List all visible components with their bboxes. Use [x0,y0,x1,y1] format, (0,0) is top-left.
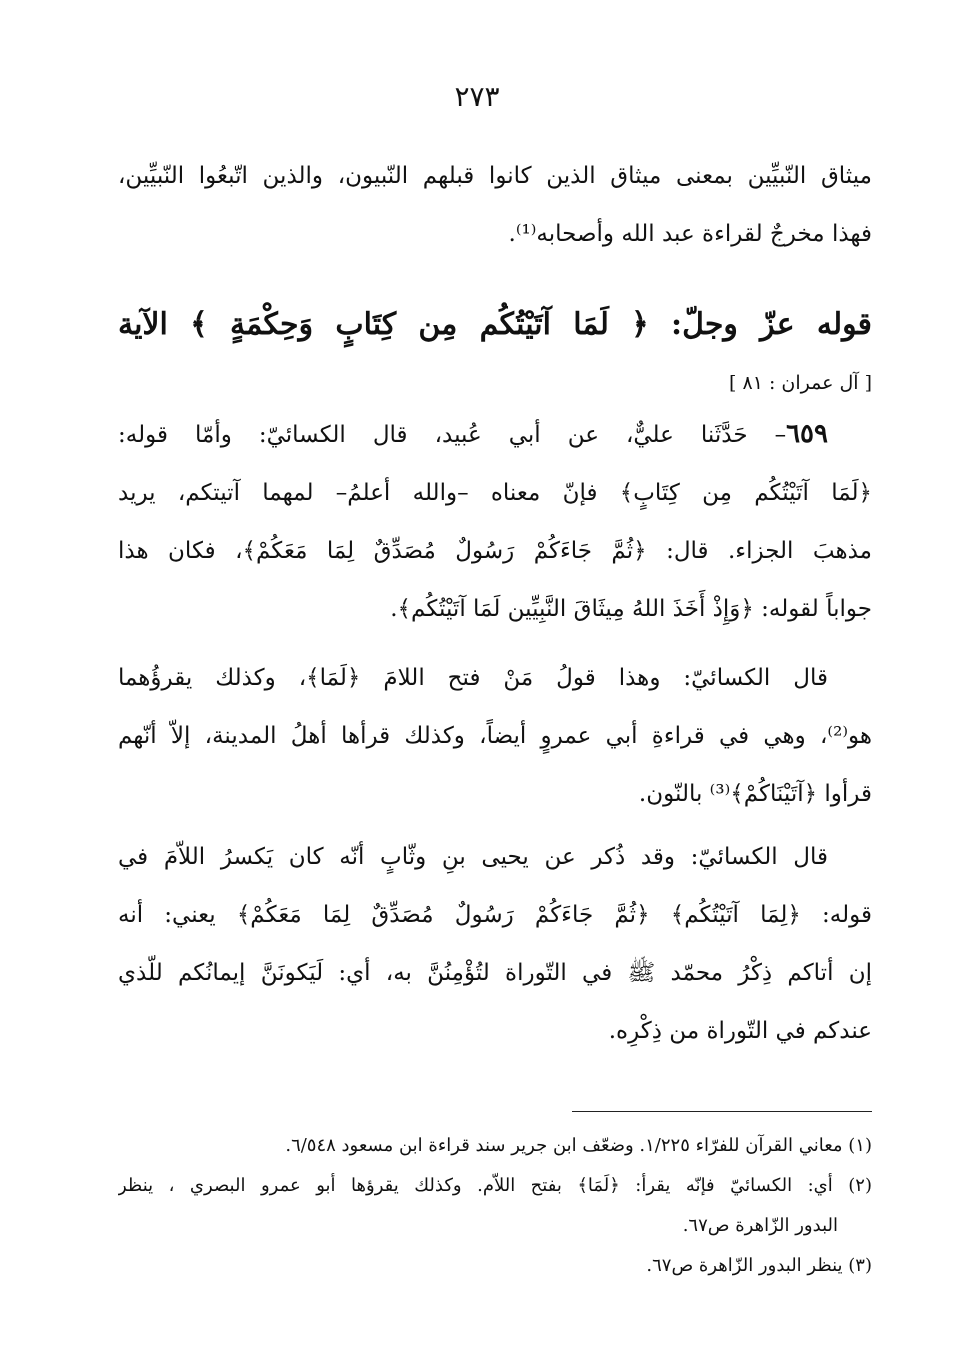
footnotes [118,1126,872,1286]
paragraph-line: إن أتاكم ذِكْرُ محمّد ﷺ في التّوراة لتُؤْمِنُنَّ به، أي: لَيَكونَنَّ إيمانُكم للّذي [118,960,872,986]
paragraph-line: قال الكسائيّ: وهذا قولُ مَنْ فتح اللامَ ﴿لَمَا﴾، وكذلك يقرؤُهما [118,665,828,691]
footnote-divider [572,1111,872,1112]
footnote-3: (٣) ينظر البدور الزّاهرة ص٦٧. [646,1255,872,1276]
entry-number: ٦٥٩ [786,419,828,449]
page-number: ٢٧٣ [454,80,500,113]
paragraph-3 [118,828,872,1060]
paragraph-line: ﴿لَمَا آتَيْتُكُم مِن كِتَابٍ﴾ فإنّ معناه –والله أعلمُ– لمهما آتيتكم، يريد [118,480,872,506]
paragraph-line: قال الكسائيّ: وقد ذُكر عن يحيى بنِ وثّابٍ أنّه كان يَكسرُ اللاّمَ في [118,844,828,870]
verse-reference: [ آل عمران : ٨١ ] [729,372,872,394]
section-heading: قوله عزّ وجلّ: ﴿ لَمَا آتَيْتُكُم مِن كِتَابٍ وَحِكْمَةٍ ﴾ الآية [118,307,872,342]
intro-line-2: فهذا مخرجٌ لقراءة عبد الله وأصحابه⁽¹⁾. [508,221,872,247]
paragraph-line: هو⁽²⁾، وهي في قراءةِ أبي عمروٍ أيضاً، وكذلك قرأها أهلُ المدينة، إلاّ أنّهم [118,723,872,749]
footnote-2: (٢) أي: الكسائيّ فإنّه يقرأ: ﴿لَمَا﴾ بفتح اللاّم. وكذلك يقرؤها أبو عمرو البصري ، ينظر [118,1175,872,1196]
paragraph-659 [118,405,872,638]
intro-text [118,147,872,263]
paragraph-line: عندكم في التّوراة من ذِكْرِه. [608,1018,872,1044]
paragraph-2 [118,649,872,823]
footnote-1: (١) معاني القرآن للفرّاء ١/٢٢٥. وضعّف ابن جرير سند قراءة ابن مسعود ٦/٥٤٨. [285,1135,872,1156]
paragraph-line: مذهبَ الجزاء. قال: ﴿ثُمَّ جَاءَكُمْ رَسُولٌ مُصَدِّقٌ لِمَا مَعَكُمْ﴾، فكان هذا [118,538,872,564]
paragraph-line: ٦٥٩– حَدَّثَنا عليٌّ، عن أبي عُبيد، قال الكسائيّ: وأمّا قوله: [118,419,828,449]
paragraph-line: قوله: ﴿لِمَا آتَيْتُكُم﴾ ﴿ثُمَّ جَاءَكُمْ رَسُولٌ مُصَدِّقٌ لِمَا مَعَكُمْ﴾ يعني: أنه [118,902,872,928]
footnote-2-continued: البدور الزّاهرة ص٦٧. [682,1215,838,1236]
paragraph-line: جواباً لقوله: ﴿وَإِذْ أَخَذَ اللهُ مِيثَاقَ النَّبِيِّين لَمَا آتَيْتُكُم﴾. [390,596,872,622]
intro-line-1: ميثاق النّبيِّين بمعنى ميثاق الذين كانوا قبلهم النّبيون، والذين اتّبعُوا النّبيِّين، [118,163,872,189]
paragraph-line: قرأوا ﴿آتَيْنَاكُمْ﴾⁽³⁾ بالنّون. [638,781,872,807]
